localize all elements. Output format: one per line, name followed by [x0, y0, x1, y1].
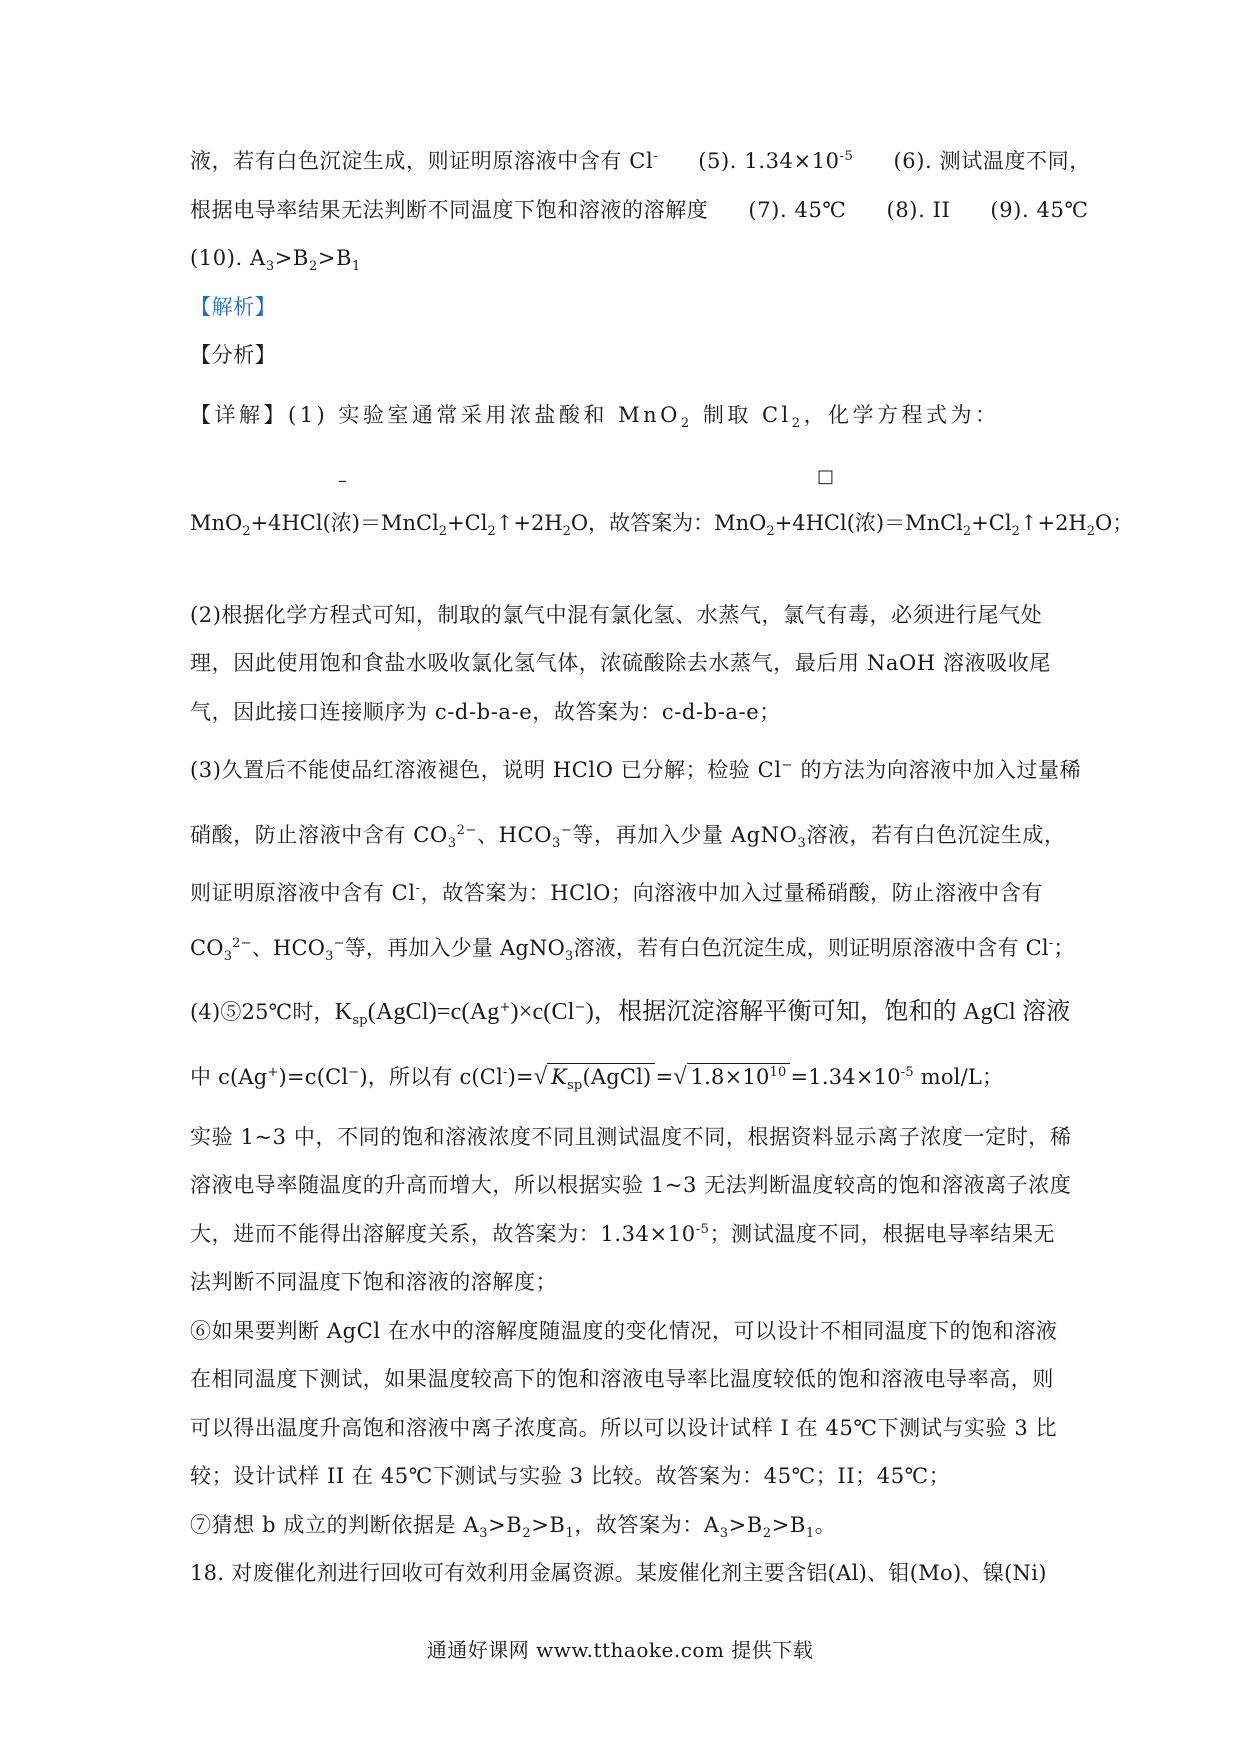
- detail-line-5: (3)久置后不能使品红溶液褪色，说明 HClO 已分解；检验 Cl− 的方法为向溶液中加入过量稀: [190, 758, 1082, 782]
- detail-line-13: ⑥如果要判断 AgCl 在水中的溶解度随温度的变化情况，可以设计不相同温度下的饱和溶液: [190, 1319, 1058, 1343]
- answer-line-1: 液，若有白色沉淀生成，则证明原溶液中含有 Cl- (5). $1.34\times 10^{-5}$ (6). 测试温度不同，: [190, 149, 1091, 173]
- detail-line-11: 大，进而不能得出溶解度关系，故答案为：$1.34\times 10^{-5}$；测试温度不同，根据电导率结果无: [190, 1222, 1056, 1246]
- detail-line-14: 在相同温度下测试，如果温度较高下的饱和溶液电导率比温度较低的饱和溶液电导率高，则: [190, 1367, 1054, 1391]
- analysis-heading: 【解析】: [190, 295, 277, 319]
- answer-line-3: (10). $A_3>B_2>B_1$: [190, 246, 361, 275]
- detail-line-1: 【详解】(1) 实验室通常采用浓盐酸和 MnO$_2$ 制取 $Cl_2$，化学方程式为：: [190, 403, 1000, 432]
- answer-line-2: 根据电导率结果无法判断不同温度下饱和溶液的溶解度 (7). 45℃ (8). II (9). 45℃: [190, 198, 1089, 222]
- heat-mark-2: □: [817, 466, 835, 487]
- detail-line-8: $CO_3^{2-}$、$HCO_3^-$等，再加入少量 AgNO$_3$溶液，若有白色沉淀生成，则证明原溶液中含有 Cl-；: [190, 936, 1075, 965]
- detail-line-6: 硝酸，防止溶液中含有 $CO_3^{2-}$、$HCO_3^-$等，再加入少量 AgNO$_3$溶液，若有白色沉淀生成，: [190, 823, 1066, 852]
- detail-line-16: 较；设计试样 II 在 45℃下测试与实验 3 比较。故答案为：45℃；II；45℃；: [190, 1464, 951, 1488]
- ksp-line: (4)⑤25℃时，$K_{sp}(AgCl)=c(Ag^+)\times c(Cl^-)$，根据沉淀溶解平衡可知，饱和的 AgCl 溶液: [190, 999, 1071, 1029]
- detail-line-17: ⑦猜想 b 成立的判断依据是 $A_3>B_2>B_1$，故答案为：$A_3>B_2>B_1$。: [190, 1513, 837, 1542]
- detail-line-12: 法判断不同温度下饱和溶液的溶解度；: [190, 1270, 558, 1294]
- detail-line-10: 溶液电导率随温度的升高而增大，所以根据实验 1~3 无法判断温度较高的饱和溶液离子浓度: [190, 1173, 1072, 1197]
- sqrt-ksp: $K_{sp}(AgCl)$: [547, 1063, 655, 1090]
- equation-line: MnO$_2$+4HCl(浓)$=MnCl_2+Cl_2↑+2H_2O$，故答案为：MnO$_2$+4HCl(浓)$=MnCl_2+Cl_2↑+2H_2O$；: [190, 511, 1134, 540]
- detail-line-7: 则证明原溶液中含有 Cl-，故答案为：HClO；向溶液中加入过量稀硝酸，防止溶液中含有: [190, 881, 1043, 905]
- footer-source: 通通好课网 www.tthaoke.com 提供下载: [426, 1638, 814, 1662]
- heat-mark: –: [338, 470, 347, 491]
- detail-line-2: (2)根据化学方程式可知，制取的氯气中混有氯化氢、水蒸气，氯气有毒，必须进行尾气处: [190, 603, 1043, 627]
- question-18-line: 18. 对废催化剂进行回收可有效利用金属资源。某废催化剂主要含铝(Al)、钼(Mo)、镍(Ni): [190, 1561, 1047, 1585]
- sqrt-value: $1.8\times 10^{10}$: [687, 1063, 791, 1090]
- detail-line-3: 理，因此使用饱和食盐水吸收氯化氢气体，浓硫酸除去水蒸气，最后用 NaOH 溶液吸收尾: [190, 651, 1051, 675]
- fenxi-heading: 【分析】: [190, 343, 277, 367]
- detail-line-4: 气，因此接口连接顺序为 c-d-b-a-e，故答案为：c-d-b-a-e；: [190, 700, 781, 724]
- concentration-line: 中 c(Ag+)=c(Cl−)，所以有 c(Cl-)=√ $K_{sp}(AgCl)$ =√ $1.8\times 10^{10} =1.34\times 10^{-5}$ mol/L；: [190, 1064, 1004, 1094]
- detail-line-15: 可以得出温度升高饱和溶液中离子浓度高。所以可以设计试样 I 在 45℃下测试与实验 3 比: [190, 1416, 1058, 1440]
- detail-line-9: 实验 1~3 中，不同的饱和溶液浓度不同且测试温度不同，根据资料显示离子浓度一定时，稀: [190, 1125, 1072, 1149]
